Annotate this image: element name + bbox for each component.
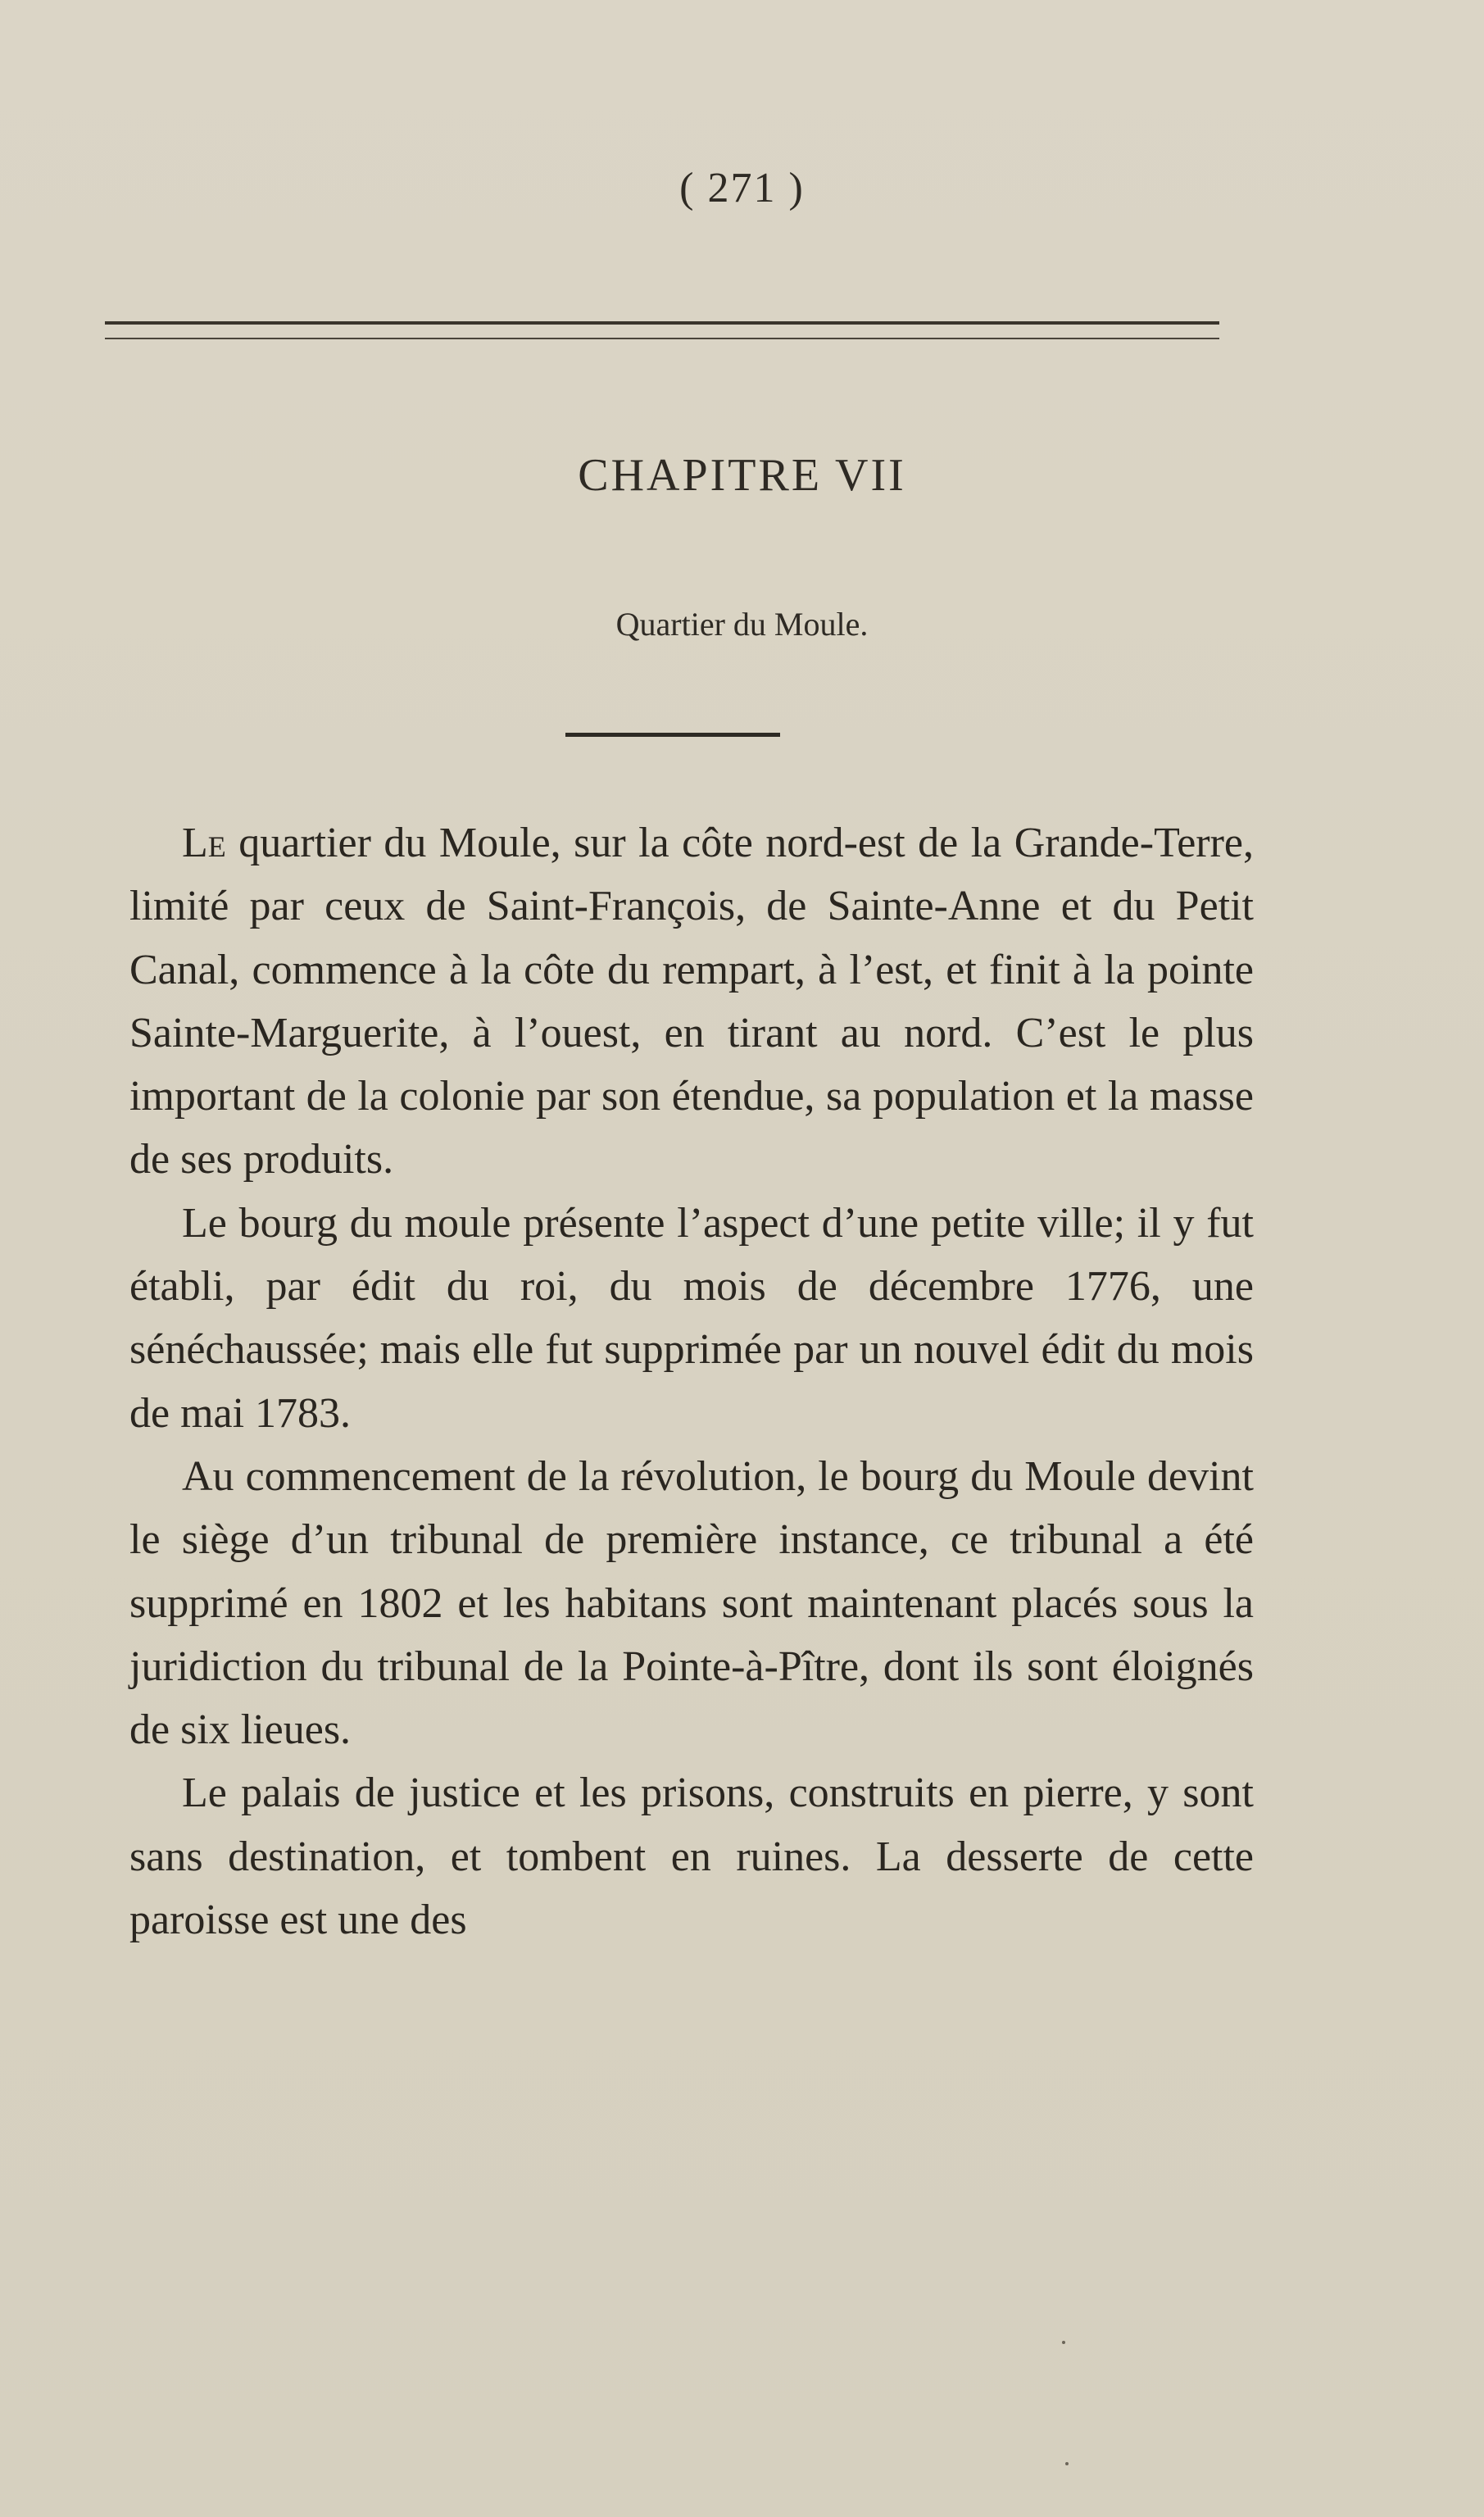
section-divider (565, 733, 780, 737)
chapter-title: CHAPITRE VII (578, 450, 906, 501)
section-title: Quartier du Moule. (615, 606, 869, 643)
paragraph-1-text: quartier du Moule, sur la côte nord-est de la Grande-Terre, limité par ceux de Saint-François, de Sainte-Anne et du Petit Canal, commence à la côte du rempart, à l’est, et finit à la pointe Sainte-Marguerite, à l’ouest, en tirant au nord. C’est le plus important de la colonie par son étendue, sa population et la masse de ses produits. (129, 820, 1254, 1184)
paper-speck (1065, 2462, 1069, 2465)
paragraph-3: Au commencement de la révolution, le bourg du Moule devint le siège d’un tribunal de première instance, ce tribunal a été supprimé en 1802 et les habitans sont maintenant placés sous la juridiction du tribunal de la Pointe-à-Pître, dont ils sont éloignés de six lieues. (129, 1452, 1254, 1754)
paper-speck (1062, 2341, 1065, 2344)
header-rule-thick (105, 321, 1219, 325)
header-rule-thin (105, 338, 1219, 339)
paragraph-2: Le bourg du moule présente l’aspect d’une petite ville; il y fut établi, par édit du roi, du mois de décembre 1776, une sénéchaussée; mais elle fut supprimée par un nouvel édit du mois de mai 1783. (129, 1199, 1254, 1437)
paragraph-initial: Le (182, 820, 226, 866)
page-number: ( 271 ) (679, 165, 805, 211)
body-text (129, 811, 1254, 1951)
paragraph-1 (129, 811, 1254, 1192)
paragraph-4: Le palais de justice et les prisons, construits en pierre, y sont sans destination, et tombent en ruines. La desserte de cette paroisse est une des (129, 1770, 1254, 1944)
